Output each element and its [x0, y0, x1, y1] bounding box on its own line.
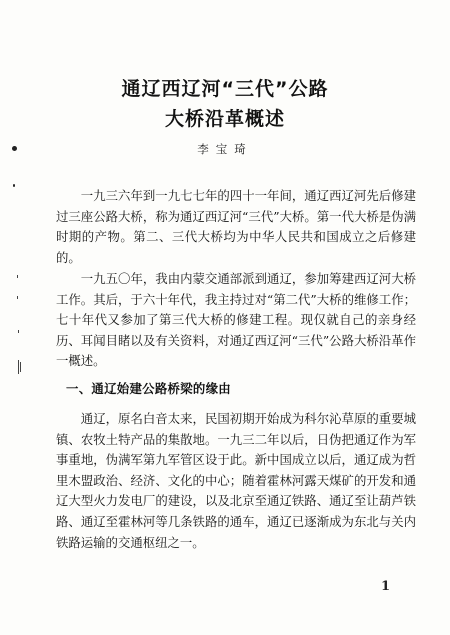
intro-paragraph-1: [56, 186, 416, 268]
scan-speck: [18, 360, 19, 374]
scan-speck: [13, 184, 15, 187]
scan-speck: [17, 296, 18, 299]
paragraph-text: 一九五〇年，我由内蒙交通部派到通辽，参加筹建西辽河大桥工作。其后，于六十年代，我主持过对“第二代”大桥的维修工作；七十年代又参加了第三代大桥的修建工程。现仅就自己的亲身经历、耳闻目睹以及有关资料，对通辽西辽河“三代”公路大桥沿革作一概述。: [56, 271, 416, 369]
page-number: 1: [381, 579, 391, 594]
page-title-line-2: 大桥沿革概述: [164, 108, 285, 130]
paragraph-text: 通辽，原名白音太来，民国初期开始成为科尔沁草原的重要城镇、农牧土特产品的集散地。一九三二年以后，日伪把通辽作为军事重地，伪满军第九军管区设于此。新中国成立以后，通辽成为哲里木盟政治、经济、文化的中心；随着霍林河露天煤矿的开发和通辽大型火力发电厂的建设，以及北京至通辽铁路、通辽至让葫芦铁路、通辽至霍林河等几条铁路的通车，通辽已逐渐成为东北与关内铁路运输的交通枢纽之一。: [56, 411, 416, 550]
scan-speck: [18, 330, 19, 333]
page-title-line-1: 通辽西辽河“三代”公路: [121, 78, 329, 100]
section-paragraph: [56, 409, 416, 553]
section-heading: 一、通辽始建公路桥梁的缘由: [66, 381, 231, 396]
scan-speck: [20, 362, 21, 372]
author-name: 李宝琦: [197, 142, 253, 156]
scan-speck: [17, 275, 18, 278]
intro-paragraph-2: [56, 269, 416, 372]
paragraph-text: 一九三六年到一九七七年的四十一年间，通辽西辽河先后修建过三座公路大桥，称为通辽西辽河“三代”大桥。第一代大桥是伪满时期的产物。第二、三代大桥均为中华人民共和国成立之后修建的。: [56, 188, 416, 265]
